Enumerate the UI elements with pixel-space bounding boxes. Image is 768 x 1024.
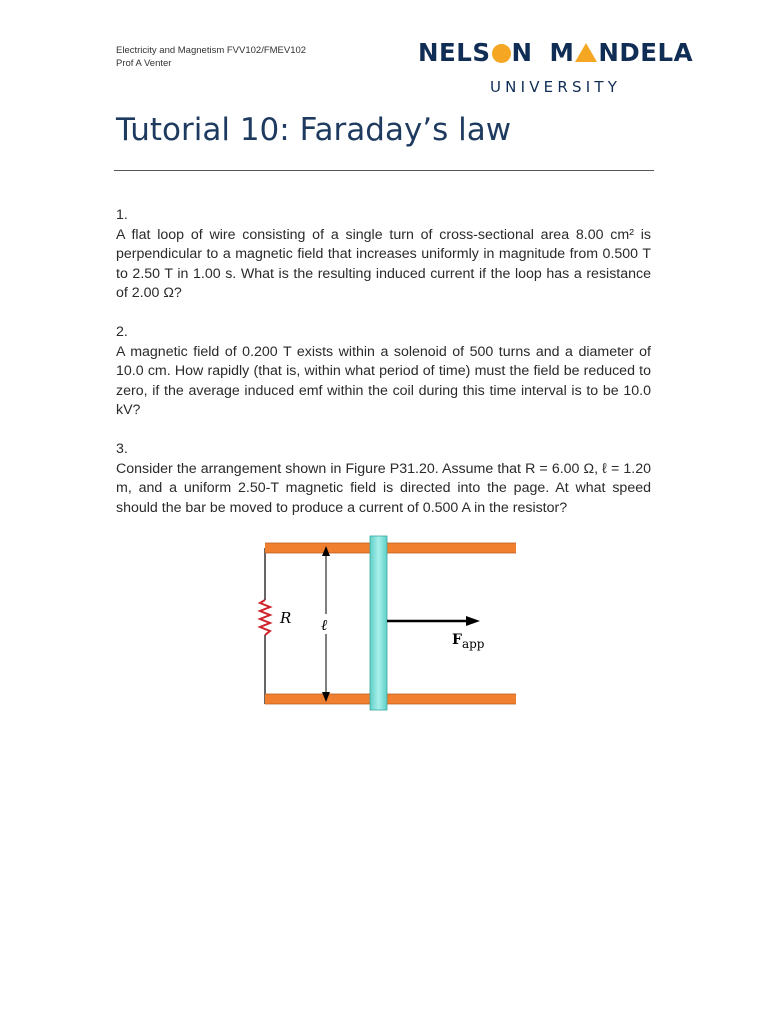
question-text: A magnetic field of 0.200 T exists within a solenoid of 500 turns and a diameter of 10.0 cm. How rapidly (that is, within what period of time) must the field be reduced to zero, if the average induced emf within the coil during this time interval is to be 10.0 kV? bbox=[116, 343, 651, 419]
question-number: 1. bbox=[116, 207, 128, 223]
page-title: Tutorial 10: Faraday’s law bbox=[116, 112, 512, 148]
bottom-rail bbox=[265, 694, 516, 704]
question-text: A flat loop of wire consisting of a single turn of cross-sectional area 8.00 cm² is perpendicular to a magnetic field that increases uniformly in magnitude from 0.500 T to 2.50 T in 1.00 s. What is the resulting induced current if the loop has a resistance of 2.00 Ω? bbox=[116, 226, 651, 302]
university-logo bbox=[418, 38, 722, 98]
logo-text-nels: NELS bbox=[418, 38, 491, 67]
figure-p31-20 bbox=[250, 530, 530, 720]
question-text: Consider the arrangement shown in Figure P31.20. Assume that R = 6.00 Ω, ℓ = 1.20 m, and a uniform 2.50-T magnetic field is directed into the page. At what speed should the bar be moved to produce a current of 0.500 A in the resistor? bbox=[116, 460, 651, 516]
length-label: ℓ bbox=[321, 616, 328, 634]
logo-circle-icon bbox=[492, 44, 511, 63]
resistor-label: R bbox=[280, 609, 292, 627]
title-divider bbox=[114, 170, 654, 171]
course-header bbox=[116, 44, 306, 70]
question-1 bbox=[116, 206, 651, 304]
top-rail bbox=[265, 543, 516, 553]
question-number: 3. bbox=[116, 441, 128, 457]
force-label: Fapp bbox=[452, 632, 485, 651]
resistor-icon bbox=[260, 600, 270, 635]
logo-text-n-m: N M bbox=[511, 38, 575, 67]
question-number: 2. bbox=[116, 324, 128, 340]
logo-text-ndela: NDELA bbox=[598, 38, 694, 67]
lecturer-name: Prof A Venter bbox=[116, 58, 172, 69]
question-3 bbox=[116, 440, 651, 518]
force-arrowhead-icon bbox=[466, 616, 480, 626]
logo-triangle-icon bbox=[575, 43, 597, 62]
logo-university-text: UNIVERSITY bbox=[490, 78, 622, 96]
question-2 bbox=[116, 323, 651, 421]
course-line: Electricity and Magnetism FVV102/FMEV102 bbox=[116, 45, 307, 56]
sliding-bar bbox=[370, 536, 387, 710]
logo-wordmark bbox=[418, 38, 722, 67]
circuit-diagram bbox=[250, 530, 530, 720]
